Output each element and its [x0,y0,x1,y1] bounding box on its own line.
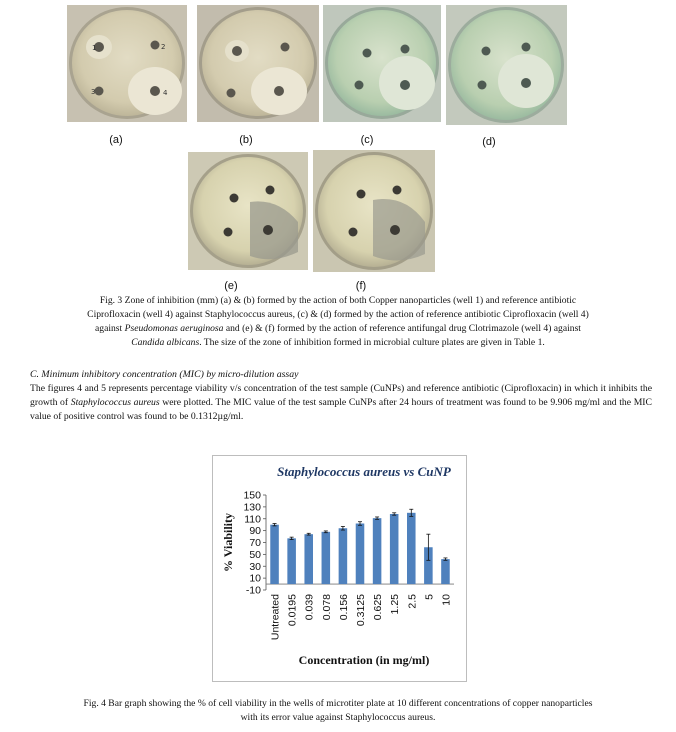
figure-4-caption [20,697,656,724]
fig3-caption-candida: Candida albicans [131,337,200,348]
para-part-1: The figures 4 and 5 represents percentage viability v/s concentration of the test sample (CuNPs) and reference antibiotic (Ciprofloxacin) in which it inhibits the growth of [30,383,652,409]
y-tick-label-8: 150 [243,489,261,502]
bar-7 [390,514,399,584]
well-c-2 [401,45,410,54]
well-e-1 [230,194,239,203]
plate-photo-d [446,5,567,125]
bar-8 [407,513,416,584]
x-tick-label-3: 0.078 [320,594,333,621]
fig3-caption-line-4 [20,336,656,350]
well-c-3 [355,81,364,90]
y-tick-label-2: 30 [249,560,261,573]
panel-label-f: (f) [355,280,367,292]
fig3-caption-line-3-mid: and (e) & (f) [223,323,278,334]
section-heading: C. Minimum inhibitory concentration (MIC) by micro-dilution assay [30,369,299,380]
y-tick-label-1: 10 [249,572,261,585]
well-c-1 [363,49,372,58]
x-tick-label-9: 5 [423,594,436,600]
y-tick-label-4: 70 [249,537,261,549]
well-d-2 [522,43,531,52]
bar-0 [270,525,279,584]
fig4-caption-line-2: with its error value against Staphylococcus aureus. [240,711,436,723]
fig3-caption-line-3-rest: formed by the action of reference antifungal drug Clotrimazole (well 4) against [277,323,581,334]
x-tick-label-6: 0.625 [372,594,385,621]
bar-1 [287,538,296,584]
well-f-1 [357,190,366,199]
well-f-2 [393,186,402,195]
fig3-caption-pseudomonas: Pseudomonas aeruginosa [124,323,224,334]
plate-photo-b [197,5,319,122]
well-label-1: 1 [92,44,97,52]
well-e-2 [266,186,275,195]
x-axis-label: Concentration (in mg/ml) [298,653,430,667]
bar-2 [304,534,313,584]
x-tick-label-5: 0.3125 [355,594,367,627]
panel-label-b: (b) [239,134,253,146]
fig3-caption-line-3 [20,322,656,336]
bar-10 [441,559,450,584]
y-axis-label: % Viability [221,512,235,573]
x-tick-label-2: 0.039 [303,594,316,621]
well-e-4 [263,225,273,235]
x-tick-label-8: 2.5 [406,594,419,609]
well-d-3 [478,81,487,90]
well-b-1 [232,46,242,56]
y-tick-label-6: 110 [244,513,261,526]
fig4-caption-line-1: Fig. 4 Bar graph showing the % of cell viability in the wells of microtiter plate at 10 different concentrations of copper nanoparticles [83,698,593,709]
well-3 [95,87,104,96]
fig3-caption-line-4-rest: . The size of the zone of inhibition formed in microbial culture plates are given in Table 1. [199,337,545,348]
bar-4 [339,528,348,584]
y-tick-label-3: 50 [249,548,261,561]
well-d-4 [521,78,531,88]
figure-3-caption [20,294,656,350]
section-paragraph [30,382,652,425]
x-tick-label-10: 10 [440,594,453,606]
well-c-4 [400,80,410,90]
well-f-3 [349,228,358,237]
well-4 [150,86,160,96]
fig3-caption-line-2: Ciprofloxacin (well 4) against Staphylococcus aureus, (c) & (d) formed by the action of reference antibiotic Ciprofloxacin (well 4) [87,309,589,320]
well-label-4: 4 [163,89,168,97]
chart-title: Staphylococcus aureus vs CuNP [277,464,451,479]
panel-label-a: (a) [109,134,123,146]
plate-photo-a [67,5,187,122]
y-tick-label-7: 130 [243,501,261,514]
well-2 [151,41,160,50]
y-tick-label-0: -10 [245,584,261,597]
panel-label-c: (c) [360,134,374,146]
plate-photo-c [323,5,441,122]
well-d-1 [482,47,491,56]
bar-6 [373,518,382,584]
x-tick-label-4: 0.156 [337,594,350,621]
well-label-2: 2 [161,43,166,51]
well-b-3 [227,89,236,98]
fig3-caption-line-3-prefix: against [95,323,125,334]
fig3-caption-line-1: Fig. 3 Zone of inhibition (mm) (a) & (b) formed by the action of both Copper nanoparticles (well 1) and reference antibiotic [99,295,577,306]
y-tick-label-5: 90 [249,525,261,538]
well-e-3 [224,228,233,237]
x-tick-label-0: Untreated [269,594,282,641]
well-f-4 [390,225,400,235]
panel-label-d: (d) [482,136,496,148]
well-b-4 [274,86,284,96]
x-tick-label-1: 0.0195 [286,594,299,627]
panel-label-e: (e) [224,280,238,292]
well-label-3: 3 [91,88,96,96]
bar-3 [322,532,331,584]
viability-bar-chart [212,455,465,682]
plate-photo-e [188,152,308,270]
plate-photo-f [313,150,435,272]
bar-5 [356,524,365,585]
well-b-2 [281,43,290,52]
x-tick-label-7: 1.25 [389,594,402,615]
para-part-2: were plotted. The MIC value of the test sample CuNPs after 24 hours of treatment was found to be 9.906 mg/ml and the MIC value of positive control was found to be 0.1312µg/ml. [30,397,652,423]
para-staphylococcus: Staphylococcus aureus [70,397,160,409]
